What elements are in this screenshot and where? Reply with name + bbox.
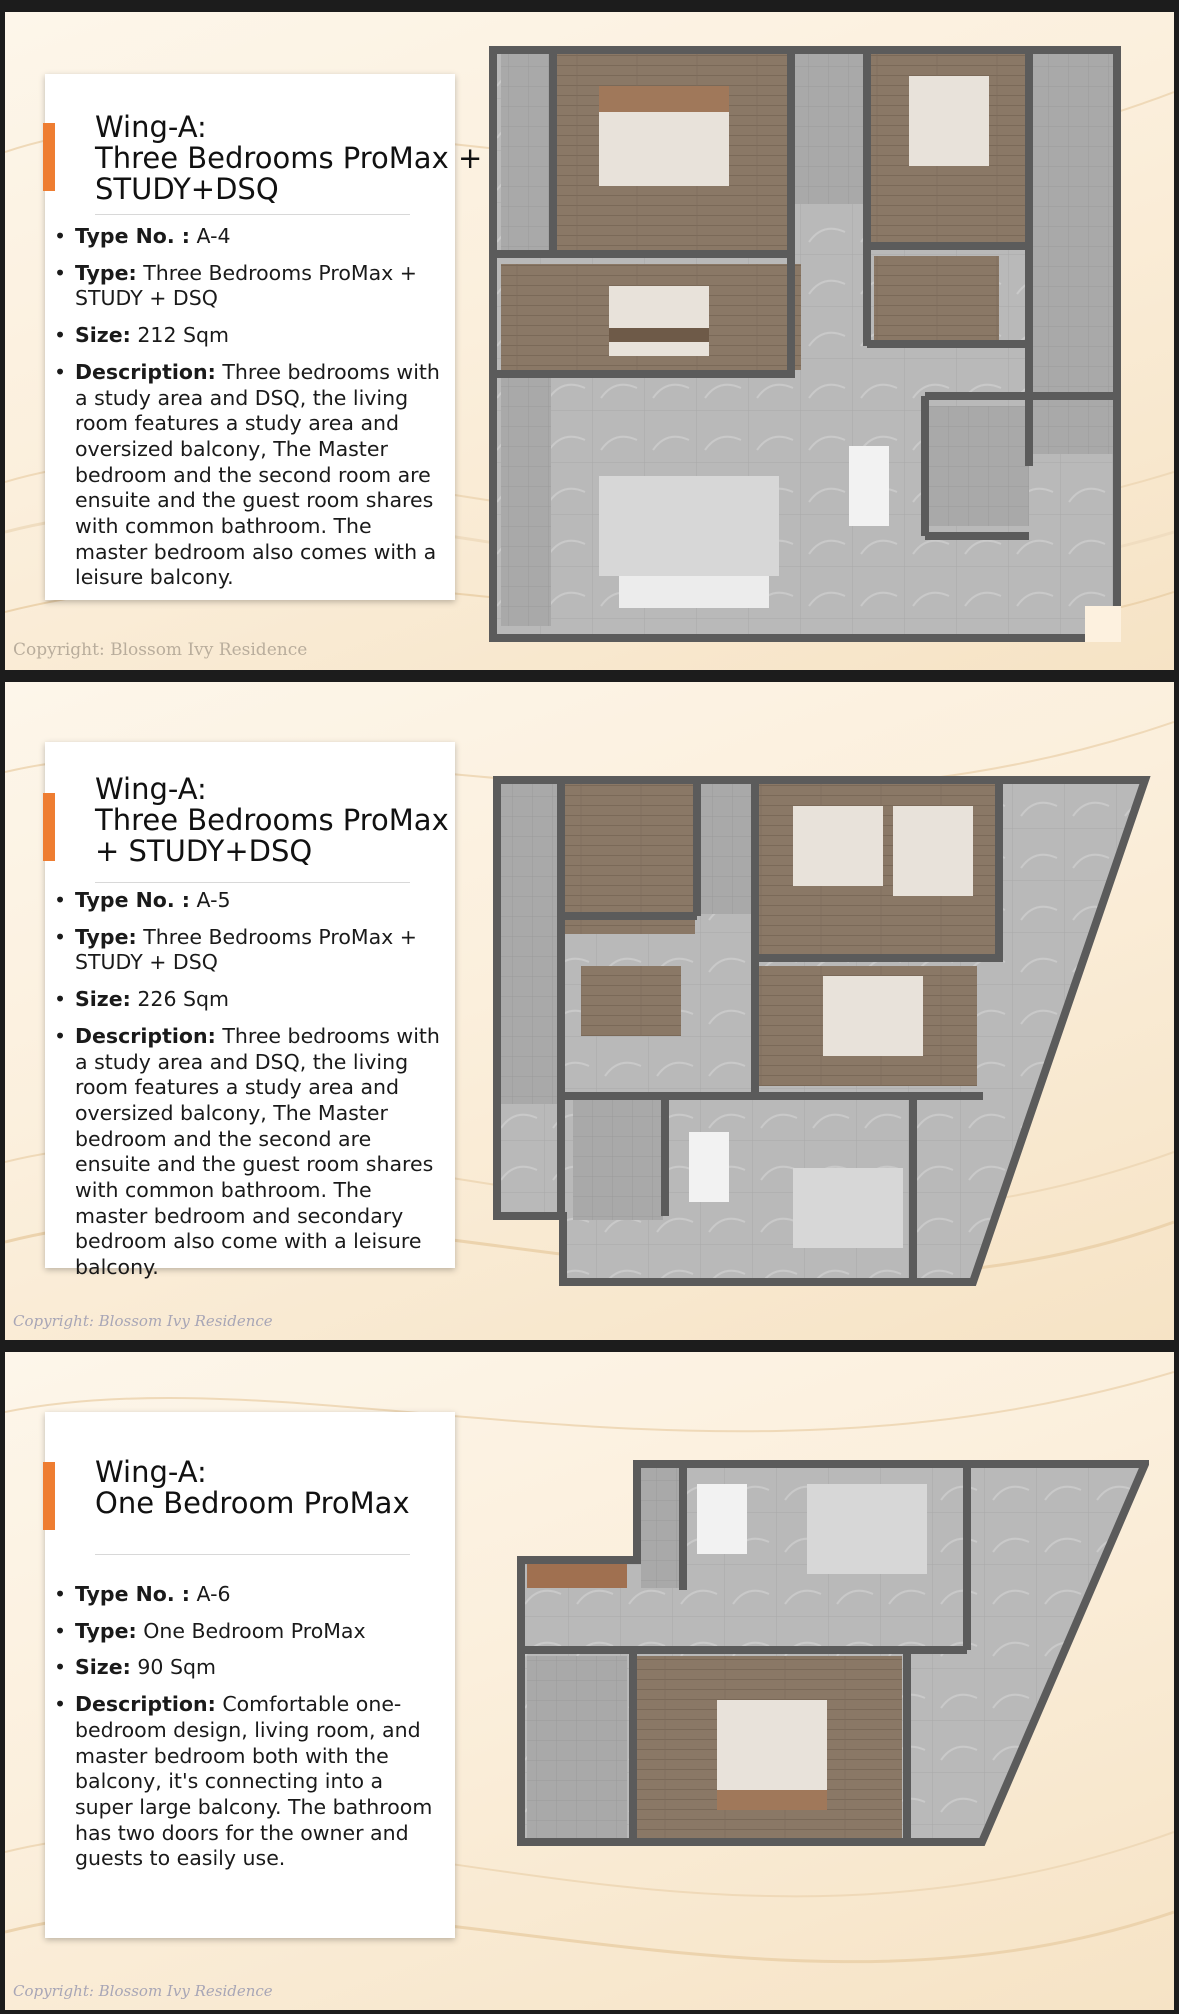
copyright: Copyright: Blossom Ivy Residence bbox=[13, 1982, 273, 2000]
title-divider bbox=[95, 214, 410, 215]
copyright: Copyright: Blossom Ivy Residence bbox=[13, 640, 308, 660]
details-list bbox=[45, 224, 455, 602]
slide-a6 bbox=[5, 1352, 1174, 2010]
description-item: • Description: Three bedrooms with a study area and DSQ, the living room features a study area and oversized balcony, The Master bedroom and the second room are ensuite and the guest room shares with common bathroom. The master bedroom also comes with a leisure balcony. bbox=[45, 360, 455, 591]
accent-bar bbox=[43, 793, 55, 861]
slide-a5 bbox=[5, 682, 1174, 1340]
type-no-item: • Type No. : A-6 bbox=[45, 1582, 455, 1608]
card-title: Wing-A: Three Bedrooms ProMax + STUDY+DSQ bbox=[95, 110, 483, 206]
info-card bbox=[45, 1412, 455, 1938]
description-item: • Description: Comfortable one-bedroom design, living room, and master bedroom both with the balcony, it's connecting into a super large balcony. The bathroom has two doors for the owner and guests to easily use. bbox=[45, 1692, 455, 1872]
details-list bbox=[45, 888, 455, 1292]
accent-bar bbox=[43, 123, 55, 191]
accent-bar bbox=[43, 1462, 55, 1530]
description-item: • Description: Three bedrooms with a study area and DSQ, the living room features a study area and oversized balcony, The Master bedroom and the second are ensuite and the guest room shares with common bathroom. The master bedroom and secondary bedroom also come with a leisure balcony. bbox=[45, 1024, 455, 1281]
floor-plan-a5 bbox=[493, 776, 1153, 1286]
card-title: Wing-A: One Bedroom ProMax bbox=[95, 1455, 410, 1520]
card-title: Wing-A: Three Bedrooms ProMax + STUDY+DSQ bbox=[95, 772, 449, 868]
title-divider bbox=[95, 882, 410, 883]
copyright: Copyright: Blossom Ivy Residence bbox=[13, 1312, 273, 1330]
type-item: • Type: One Bedroom ProMax bbox=[45, 1619, 455, 1645]
type-no-item: • Type No. : A-4 bbox=[45, 224, 455, 250]
size-item: • Size: 226 Sqm bbox=[45, 987, 455, 1013]
size-item: • Size: 90 Sqm bbox=[45, 1655, 455, 1681]
floor-plan-a6 bbox=[517, 1460, 1149, 1846]
size-item: • Size: 212 Sqm bbox=[45, 323, 455, 349]
type-item: • Type: Three Bedrooms ProMax + STUDY + DSQ bbox=[45, 261, 455, 312]
title-divider bbox=[95, 1554, 410, 1555]
slide-a4 bbox=[5, 12, 1174, 670]
info-card bbox=[45, 742, 455, 1280]
type-item: • Type: Three Bedrooms ProMax + STUDY + DSQ bbox=[45, 925, 455, 976]
details-list bbox=[45, 1582, 455, 1883]
floor-plan-a4 bbox=[489, 46, 1121, 642]
info-card bbox=[45, 74, 483, 600]
type-no-item: • Type No. : A-5 bbox=[45, 888, 455, 914]
